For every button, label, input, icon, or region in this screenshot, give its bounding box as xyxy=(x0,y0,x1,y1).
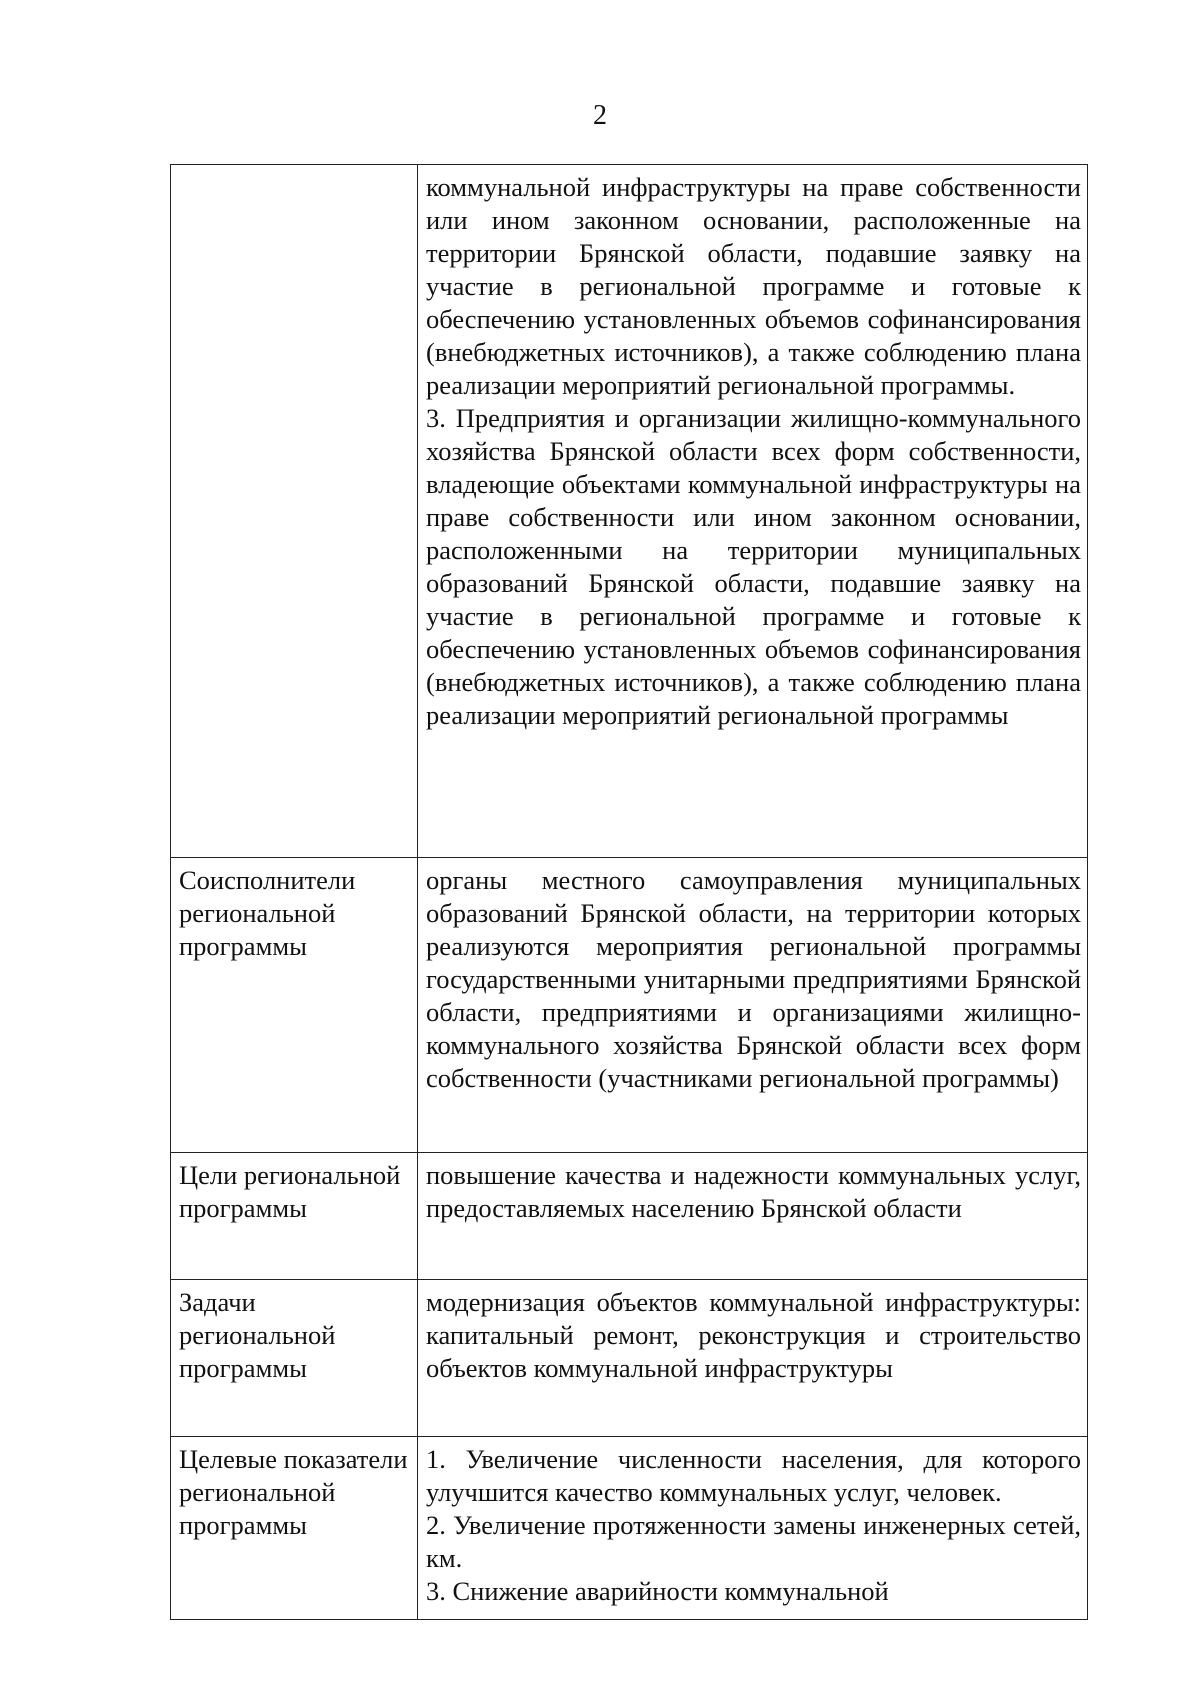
row-label-targets: Целевые показатели региональной программы xyxy=(171,1437,418,1620)
target-indicator-1: 1. Увеличение численности населения, для которого улучшится качество коммунальных услуг, человек. xyxy=(426,1444,1081,1507)
row-label-co-executors: Соисполнители региональной программы xyxy=(171,858,418,1153)
tasks-text: модернизация объектов коммунальной инфраструктуры: капитальный ремонт, реконструкция и строительство объектов коммунальной инфраструктуры xyxy=(426,1287,1081,1383)
table-row xyxy=(171,165,1088,858)
co-executors-cell xyxy=(418,858,1088,1153)
row-label-goals: Цели региональной программы xyxy=(171,1153,418,1280)
table-row xyxy=(171,858,1088,1153)
program-passport-table xyxy=(170,164,1088,1620)
row-label-tasks: Задачи региональной программы xyxy=(171,1280,418,1437)
target-indicator-3: 3. Снижение аварийности коммунальной xyxy=(426,1576,889,1606)
goals-cell xyxy=(418,1153,1088,1280)
row-label-empty xyxy=(171,165,418,858)
target-indicator-2: 2. Увеличение протяженности замены инженерных сетей, км. xyxy=(426,1510,1081,1573)
table-row xyxy=(171,1437,1088,1620)
co-executors-text: органы местного самоуправления муниципальных образований Брянской области, на территории которых реализуются мероприятия региональной программы государственными унитарными предприятиями Брянской области, предприятиями и организациями жилищно-коммунального хозяйства Брянской области всех форм собственности (участниками региональной программы) xyxy=(426,865,1081,1093)
table-row xyxy=(171,1153,1088,1280)
participants-paragraph-2-tail: коммунальной инфраструктуры на праве собственности или ином законном основании, расположенные на территории Брянской области, подавшие заявку на участие в региональной программе и готовые к обеспечению установленных объемов софинансирования (внебюджетных источников), а также соблюдению плана реализации мероприятий региональной программы. xyxy=(426,172,1081,400)
goals-text: повышение качества и надежности коммунальных услуг, предоставляемых населению Брянской области xyxy=(426,1160,1081,1223)
participants-paragraph-3: 3. Предприятия и организации жилищно-коммунального хозяйства Брянской области всех форм собственности, владеющие объектами коммунальной инфраструктуры на праве собственности или ином законном основании, расположенными на территории муниципальных образований Брянской области, подавшие заявку на участие в региональной программе и готовые к обеспечению установленных объемов софинансирования (внебюджетных источников), а также соблюдению плана реализации мероприятий региональной программы xyxy=(426,403,1081,730)
table-row xyxy=(171,1280,1088,1437)
tasks-cell xyxy=(418,1280,1088,1437)
page-number: 2 xyxy=(593,100,607,131)
targets-cell xyxy=(418,1437,1088,1620)
participants-continuation-cell xyxy=(418,165,1088,858)
